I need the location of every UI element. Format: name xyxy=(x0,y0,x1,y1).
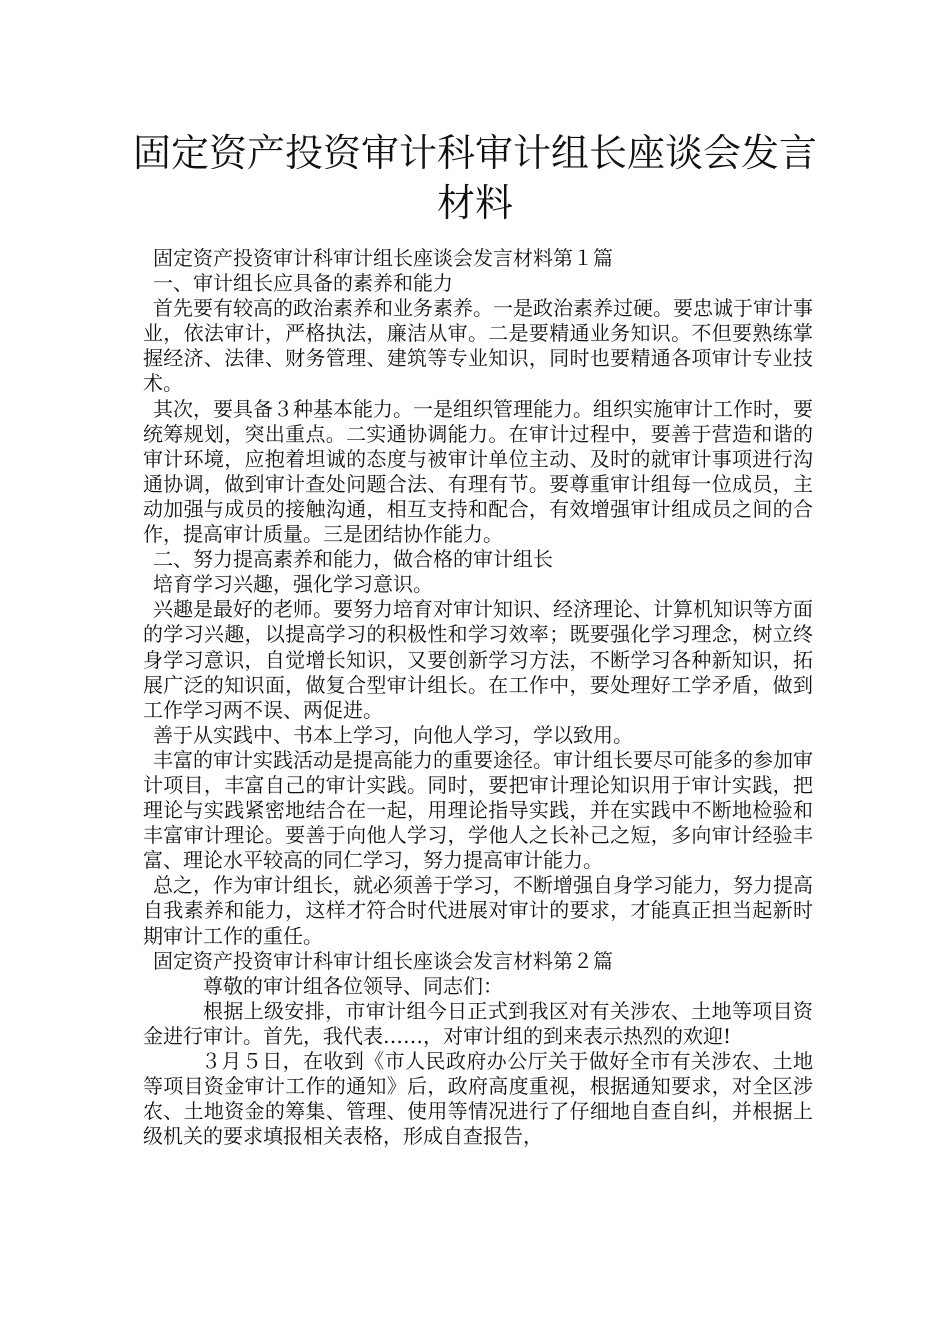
document-title: 固定资产投资审计科审计组长座谈会发言材料 xyxy=(132,131,817,225)
paragraph: 固定资产投资审计科审计组长座谈会发言材料第２篇 xyxy=(153,948,613,973)
paragraph: 首先要有较高的政治素养和业务素养。一是政治素养过硬。要忠诚于审计事业，依法审计，严格执法，廉洁从审。二是要精通业务知识。不但要熟练掌握经济、法律、财务管理、建筑等专业知识，同时也要精通各项审计专业技术。 xyxy=(143,296,813,396)
document-body xyxy=(143,246,813,1149)
paragraph: 二、努力提高素养和能力，做合格的审计组长 xyxy=(153,547,553,572)
paragraph: 总之，作为审计组长，就必须善于学习，不断增强自身学习能力，努力提高自我素养和能力，这样才符合时代进展对审计的要求，才能真正担当起新时期审计工作的重任。 xyxy=(143,873,813,948)
paragraph: 丰富的审计实践活动是提高能力的重要途径。审计组长要尽可能多的参加审计项目，丰富自己的审计实践。同时，要把审计理论知识用于审计实践，把理论与实践紧密地结合在一起，用理论指导实践，并在实践中不断地检验和丰富审计理论。要善于向他人学习，学他人之长补己之短，多向审计经验丰富、理论水平较高的同仁学习，努力提高审计能力。 xyxy=(143,747,813,873)
paragraph: ３月５日，在收到《市人民政府办公厅关于做好全市有关涉农、土地等项目资金审计工作的通知》后，政府高度重视，根据通知要求，对全区涉农、土地资金的筹集、管理、使用等情况进行了仔细地自查自纠，并根据上级机关的要求填报相关表格，形成自查报告， xyxy=(143,1049,813,1149)
paragraph: 其次，要具备３种基本能力。一是组织管理能力。组织实施审计工作时，要统筹规划，突出重点。二实通协调能力。在审计过程中，要善于营造和谐的审计环境，应抱着坦诚的态度与被审计单位主动、及时的就审计事项进行沟通协调，做到审计查处问题合法、有理有节。要尊重审计组每一位成员，主动加强与成员的接触沟通，相互支持和配合，有效增强审计组成员之间的合作，提高审计质量。三是团结协作能力。 xyxy=(143,396,813,547)
paragraph: 培育学习兴趣，强化学习意识。 xyxy=(153,572,433,597)
paragraph: 固定资产投资审计科审计组长座谈会发言材料第１篇 xyxy=(153,246,613,270)
paragraph: 一、审计组长应具备的素养和能力 xyxy=(153,271,453,296)
paragraph: 尊敬的审计组各位领导、同志们： xyxy=(203,973,503,998)
paragraph: 兴趣是最好的老师。要努力培育对审计知识、经济理论、计算机知识等方面的学习兴趣，以提高学习的积极性和学习效率；既要强化学习理念，树立终身学习意识，自觉增长知识，又要创新学习方法，不断学习各种新知识，拓展广泛的知识面，做复合型审计组长。在工作中，要处理好工学矛盾，做到工作学习两不误、两促进。 xyxy=(143,597,813,722)
paragraph: 善于从实践中、书本上学习，向他人学习，学以致用。 xyxy=(153,722,633,747)
paragraph: 根据上级安排，市审计组今日正式到我区对有关涉农、土地等项目资金进行审计。首先，我代表……，对审计组的到来表示热烈的欢迎! xyxy=(143,998,813,1048)
